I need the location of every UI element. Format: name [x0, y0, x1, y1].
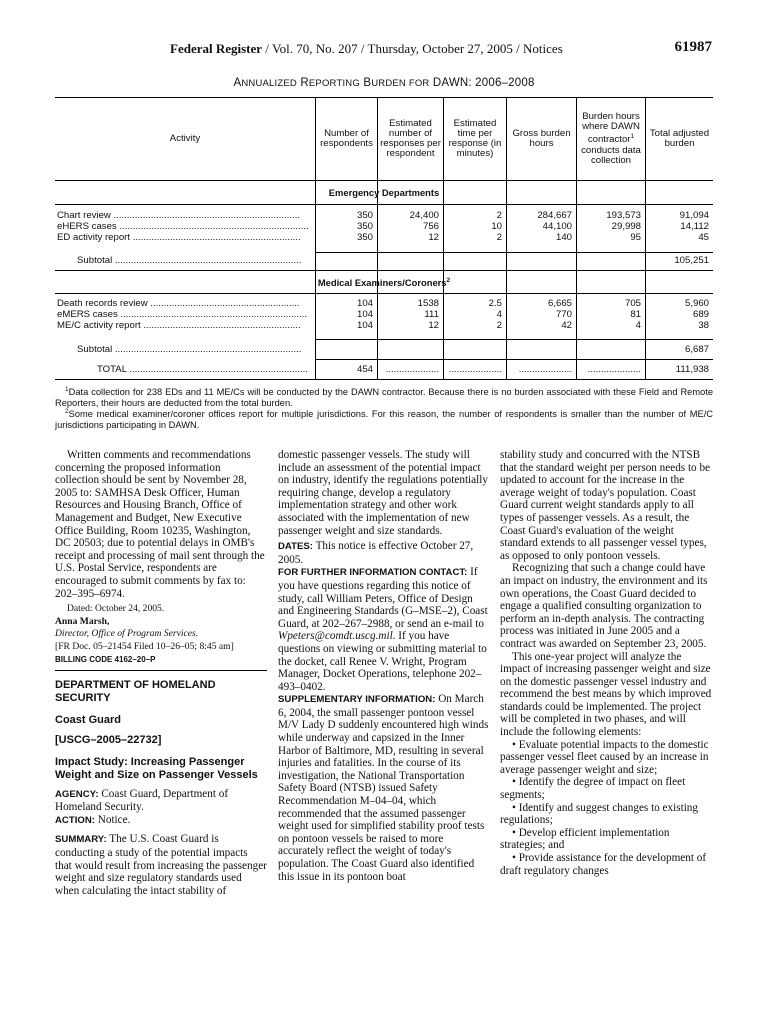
row-label: eMERS cases ...................................................................... — [57, 310, 308, 320]
billing-code: BILLING CODE 4162–20–P — [55, 654, 156, 664]
row-label: ED activity report ............................................................... — [57, 233, 301, 243]
section-medical-examiners: Medical Examiners/Coroners$^2$ — [317, 277, 451, 289]
dated-line: Dated: October 24, 2005. — [67, 603, 165, 615]
bullet-item: • Provide assistance for the development of draft regulatory changes — [500, 852, 707, 877]
fr-doc-line: [FR Doc. 05–21454 Filed 10–26–05; 8:45 am] — [55, 640, 234, 652]
bullet-item: • Identify the degree of impact on fleet segments; — [500, 776, 686, 802]
issue-date: Thursday, October 27, 2005 — [367, 41, 513, 56]
page-number: 61987 — [674, 39, 712, 55]
table-title: ANNUALIZED REPORTING BURDEN FOR DAWN: 2006–2008 — [233, 77, 535, 89]
col-header-time: Estimated time per response (in minutes) — [448, 118, 502, 159]
burden-table: Activity Number of respondents Estimated number of responses per respondent Estimated time per response (in minutes) Gross burden hours Burden hours where DAWN contractor$^1$ conducts data collection Total adjusted burden Emergency Departments Chart review ...................................................................... 350 24,400 2 284,667 193,573 91,094 eHERS cases ....................................................................... 350 756 10 44,100 29,998 14,112 ED activity report ............................................................... 350 12 2 140 95 45 Subtotal ...................................................................... 105,251 Medical Examiners/Coroners$^2$ Death records review ........................................................ 104 1538 2.5 6,665 705 5,960 eMERS cases ...................................................................... 104 111 4 770 81 689 ME/C activity report ........................................................... 104 12 2 42 4 38 Subtotal ...................................................................... 6,687 TOTAL ................................................................... 454 .................... .................... .................... .................... 111,938 — [55, 97, 713, 380]
row-label: Chart review ...................................................................... — [57, 211, 301, 221]
col-header-gross: Gross burden hours — [512, 128, 571, 149]
paragraph: Recognizing that such a change could have an impact on industry, the environment and its own operations, the Coast Guard decided to engage a qualified consulting organization to perform an in-depth analysis. The contracting process was initiated in June 2005 and a contract was awarded on September 23, 2005. — [500, 562, 708, 650]
agency-line: AGENCY: Coast Guard, Department of Homeland Security. — [55, 787, 229, 814]
supplementary-paragraph: SUPPLEMENTARY INFORMATION: On March 6, 2004, the small passenger pontoon vessel M/V Lady D suddenly encountered high winds while underway and capsized in the Inner Harbor of Baltimore, MD, resulting in several injuries and fatalities. In the course of its investigation, the National Transportation Safety Board (NTSB) issued Safety Recommendation M–04–04, which recommended that the assumed passenger weight used for simplified stability proof tests on pontoon vessels be raised to more accurately reflect the weight of today's population. The Coast Guard also identified this issue in its pontoon boat — [278, 693, 489, 883]
col-header-total: Total adjusted burden — [649, 128, 710, 149]
row-label: eHERS cases ....................................................................... — [57, 222, 309, 232]
subtotal-value: 105,251 — [674, 256, 709, 266]
bullet-item: • Identify and suggest changes to existing regulations; — [500, 801, 698, 827]
footnote-2: $^2$Some medical examiner/coroner offices report for multiple jurisdictions. For this reason, the number of respondents is smaller than the number of ME/C jurisdictions participating in DAWN. — [55, 408, 713, 431]
dates-line: DATES: This notice is effective October 27, 2005. — [278, 540, 474, 566]
journal-name: Federal Register — [170, 41, 263, 56]
document-title: Impact Study: Increasing Passenger Weight and Size on Passenger Vessels — [55, 756, 258, 782]
total-label: TOTAL ................................................................... — [97, 365, 308, 375]
col-header-activity: Activity — [169, 133, 201, 144]
text-column-2 — [278, 449, 490, 883]
summary-paragraph: SUMMARY: The U.S. Coast Guard is conducting a study of the potential impacts that would result from increasing the passenger weight and size regulatory standards used when calculating the intact stability of — [55, 833, 267, 897]
text-column-1 — [55, 449, 267, 897]
subtotal-label: Subtotal ...................................................................... — [77, 256, 302, 266]
col-header-responses: Estimated number of responses per respondent — [380, 118, 441, 159]
row-label: Death records review ........................................................ — [57, 299, 300, 309]
bullet-item: • Evaluate potential impacts to the domestic passenger vessel fleet caused by an increase in average passenger weight and size; — [500, 738, 709, 776]
running-header — [0, 38, 768, 58]
signer-name: Anna Marsh, — [55, 615, 110, 627]
signer-title: Director, Office of Program Services. — [55, 628, 199, 640]
section-name: Notices — [523, 41, 563, 56]
department-heading: DEPARTMENT OF HOMELAND SECURITY — [55, 679, 216, 704]
action-line: ACTION: Notice. — [55, 813, 131, 826]
col-header-respondents: Number of respondents — [320, 128, 373, 149]
row-label: ME/C activity report ........................................................... — [57, 321, 301, 331]
paragraph: stability study and concurred with the NTSB that the standard weight per person needs to be updated to account for the increase in the average weight of today's population. Coast Guard current weight standards apply to all types of passenger vessels. As a result, the Coast Guard's evaluation of the weight standard extends to all passenger vessel types, as opposed to only pontoon vessels. — [500, 449, 711, 562]
total-value: 111,938 — [675, 365, 709, 375]
contact-paragraph: FOR FURTHER INFORMATION CONTACT: If you have questions regarding this notice of study, call William Peters, Office of Design and Engineering Standards (G–MSE–2), Coast Guard, at 202–267–2988, or send an e-mail to Wpeters@comdt.uscg.mil. If you have questions on viewing or submitting material to the docket, call Renee V. Wright, Program Manager, Docket Operations, telephone 202–493–0402. — [278, 566, 488, 693]
subtotal-value: 6,687 — [684, 345, 709, 355]
section-emergency-departments: Emergency Departments — [328, 187, 440, 198]
subtotal-label: Subtotal ...................................................................... — [77, 345, 302, 355]
col-header-contractor: Burden hours where DAWN contractor$^1$ conducts data collection — [581, 111, 641, 166]
section-divider — [55, 670, 267, 671]
contact-email: Wpeters@comdt.uscg.mil. — [278, 630, 396, 643]
volume: Vol. 70, No. 207 — [271, 41, 358, 56]
paragraph: This one-year project will analyze the impact of increasing passenger weight and size on the domestic passenger vessel industry and recommend the best means by which improved standards could be implemented. The project will be completed in two phases, and will include the following elements: — [500, 650, 712, 739]
header-citation: Federal Register / Vol. 70, No. 207 / Thursday, October 27, 2005 / Notices — [170, 41, 563, 56]
footnote-1: $^1$Data collection for 238 EDs and 11 ME/Cs will be conducted by the DAWN contractor. Because there is no burden associated with these Field and Remote Reporters, their hours are deducted from the total burden. — [55, 386, 713, 409]
text-column-3 — [500, 449, 713, 877]
comments-paragraph: Written comments and recommendations concerning the proposed information collection should be sent by November 28, 2005 to: SAMHSA Desk Officer, Human Resources and Housing Branch, Office of Management and Budget, New Executive Office Building, Room 10235, Washington, DC 20503; due to potential delays in OMB's receipt and processing of mail sent through the U.S. Postal Service, respondents are encouraged to submit comments by fax to: 202–395–6974. — [55, 449, 265, 600]
docket-number: [USCG–2005–22732] — [55, 733, 162, 746]
bullet-item: • Develop efficient implementation strategies; and — [500, 826, 670, 852]
summary-continued: domestic passenger vessels. The study will include an assessment of the potential impact on industry, identify the regulations potentially requiring change, develop a regulatory implementation strategy and other work associated with the implementation of new passenger weight and size standards. — [278, 449, 488, 537]
agency-heading: Coast Guard — [55, 714, 122, 727]
